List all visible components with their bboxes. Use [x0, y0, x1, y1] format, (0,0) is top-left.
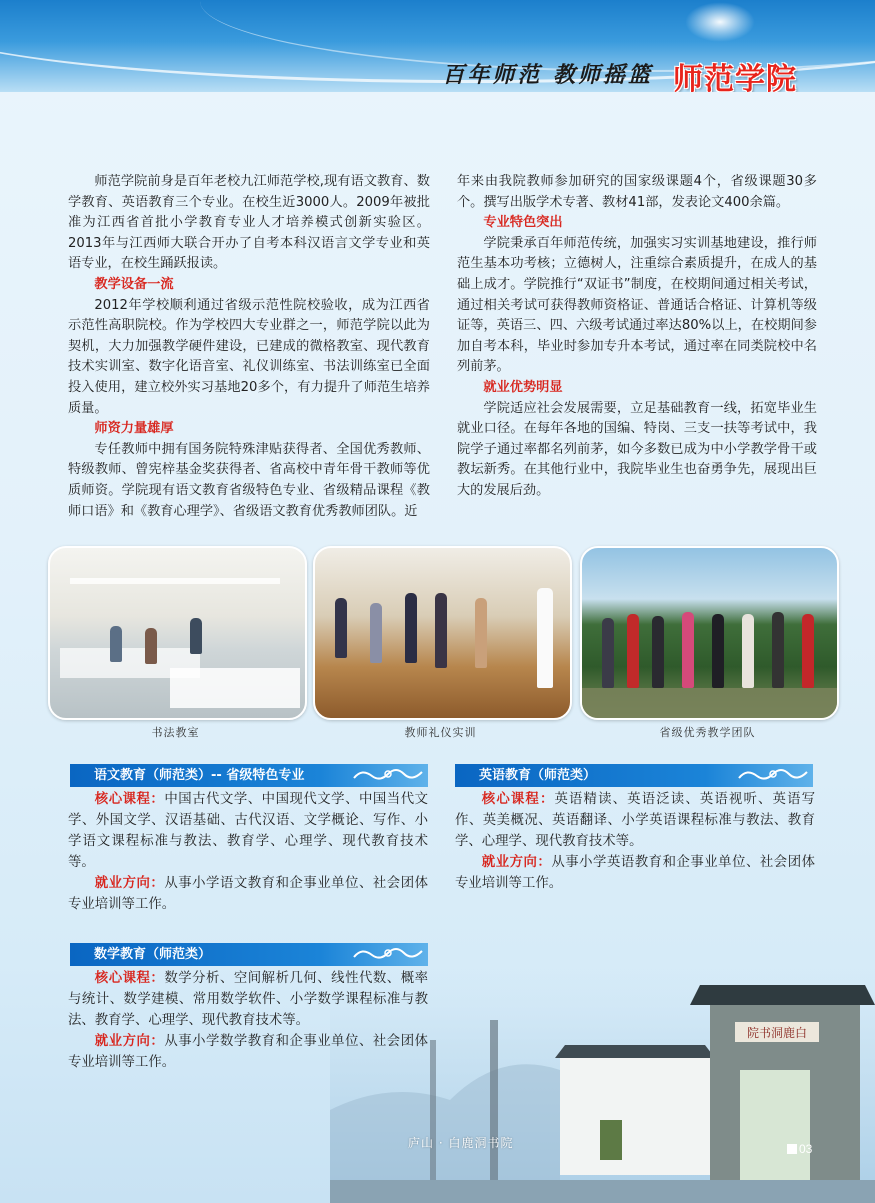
- page-number: [787, 1142, 812, 1156]
- core-courses-label: 核心课程：: [481, 792, 555, 807]
- section-title: 数学教育（师范类）: [94, 947, 212, 962]
- white-wall: [560, 1055, 710, 1175]
- light-flare: [685, 2, 755, 42]
- page-title: 师范学院: [673, 62, 797, 92]
- cloud-ornament-icon: [737, 766, 809, 784]
- team-member: [682, 612, 694, 688]
- tree-trunk: [430, 1040, 436, 1190]
- section-title: 语文教育（师范类）-- 省级特色专业: [94, 768, 305, 783]
- core-courses-text: 中国古代文学、中国现代文学、中国当代文学、外国文学、汉语基础、古代汉语、文学概论、写作、小学语文课程标准与教法、教育学、心理学、现代教育技术等。: [68, 792, 429, 870]
- subheading: 专业特色突出: [483, 215, 563, 231]
- cloud-ornament-icon: [352, 945, 424, 963]
- section-english: [455, 789, 815, 894]
- student-figure: [370, 603, 382, 663]
- student-figure: [335, 598, 347, 658]
- team-member: [802, 614, 814, 688]
- cloud-ornament-icon: [352, 766, 424, 784]
- photo-caption: 省级优秀教学团队: [659, 726, 756, 739]
- page-number-text: 03: [799, 1142, 813, 1156]
- photo-caption: 书法教室: [151, 726, 200, 739]
- section-bar-chinese: [70, 764, 428, 787]
- career-direction-label: 就业方向：: [481, 855, 552, 870]
- core-courses-text: 数学分析、空间解析几何、线性代数、概率与统计、数学建模、常用数学软件、小学数学课程标准与教法、教育学、心理学、现代教育技术等。: [68, 971, 429, 1028]
- intro-paragraph: 2012年学校顺利通过省级示范性院校验收，成为江西省示范性高职院校。作为学校四大专业群之一，师范学院以此为契机，大力加强教学硬件建设，已建成的微格教室、现代教育技术实训室、数字化语音室、礼仪训练室、书法训练室已全面投入使用，建立校外实习基地20多个，有力提升了师范生培养质量。: [68, 297, 430, 416]
- team-member: [742, 614, 754, 688]
- career-direction-text: 从事小学语文教育和企事业单位、社会团体专业培训等工作。: [68, 876, 429, 912]
- teaching-team-photo: [580, 546, 839, 720]
- header-banner: [0, 0, 875, 92]
- intro-right-column: [457, 172, 817, 502]
- core-courses: [68, 789, 428, 873]
- team-member: [772, 612, 784, 688]
- tree-trunk: [490, 1020, 498, 1190]
- career-direction-label: 就业方向：: [94, 876, 165, 891]
- section-bar-english: [455, 764, 813, 787]
- page-number-square-icon: [787, 1144, 797, 1154]
- subheading: 教学设备一流: [94, 276, 174, 292]
- section-bar-math: [70, 943, 428, 966]
- section-chinese: [68, 789, 428, 915]
- team-member: [602, 618, 614, 688]
- intro-paragraph: 学院适应社会发展需要，立足基础教育一线，拓宽毕业生就业口径。在每年各地的国编、特岗、三支一扶等考试中，我院学子通过率都名列前茅，如今多数已成为中小学教学骨干或教坛新秀。在其他行业中，我院毕业生也奋勇争先，展现出巨大的发展后劲。: [457, 400, 817, 498]
- calligraphy-classroom-photo: [48, 546, 307, 720]
- desk-row: [170, 668, 300, 708]
- subheading: 师资力量雄厚: [94, 421, 174, 437]
- career-direction-label: 就业方向：: [94, 1034, 165, 1049]
- intro-paragraph: 专任教师中拥有国务院特殊津贴获得者、全国优秀教师、特级教师、曾宪梓基金奖获得者、省高校中青年骨干教师等优质师资。学院现有语文教育省级特色专业、省级精品课程《教师口语》和《教育心理学》、省级语文教育优秀教师团队。近: [68, 441, 430, 519]
- teacher-figure: [537, 588, 553, 688]
- gate-plaque-text: 院书洞鹿白: [746, 1026, 808, 1040]
- gate-roof: [690, 985, 875, 1005]
- career-direction-text: 从事小学数学教育和企事业单位、社会团体专业培训等工作。: [68, 1034, 429, 1070]
- core-courses-label: 核心课程：: [94, 792, 165, 807]
- career-direction: [455, 852, 815, 894]
- career-direction: [68, 1031, 428, 1073]
- scene-caption: 庐山 · 白鹿洞书院: [408, 1136, 514, 1150]
- team-member: [627, 614, 639, 688]
- student-figure: [475, 598, 487, 668]
- intro-left-column: [68, 172, 430, 522]
- section-math: [68, 968, 428, 1073]
- ceiling-light: [70, 578, 280, 584]
- career-direction: [68, 873, 428, 915]
- etiquette-training-photo: [313, 546, 572, 720]
- career-direction-text: 从事小学英语教育和企事业单位、社会团体专业培训等工作。: [455, 855, 816, 891]
- student-figure: [145, 628, 157, 664]
- header-slogan: 百年师范 教师摇篮: [442, 62, 653, 88]
- core-courses: [455, 789, 815, 852]
- intro-paragraph: 学院秉承百年师范传统，加强实习实训基地建设，推行师范生基本功考核；立德树人，注重综合素质提升，在成人的基础上成才。学院推行“双证书”制度，在校期间通过相关考试，通过相关考试可获得教师资格证、普通话合格证、计算机等级证等，英语三、四、六级考试通过率达80%以上，在校期间参加自考本科，毕业时参加专升本考试，通过率在同类院校中名列前茅。: [457, 235, 817, 375]
- team-member: [652, 616, 664, 688]
- student-figure: [190, 618, 202, 654]
- photo-caption: 教师礼仪实训: [404, 726, 477, 739]
- student-figure: [435, 593, 447, 668]
- ground: [330, 1180, 875, 1203]
- core-courses-label: 核心课程：: [94, 971, 165, 986]
- shrub: [600, 1120, 622, 1160]
- section-title: 英语教育（师范类）: [479, 768, 597, 783]
- core-courses: [68, 968, 428, 1031]
- team-member: [712, 614, 724, 688]
- student-figure: [405, 593, 417, 663]
- lawn: [582, 688, 837, 718]
- gate-doorway: [740, 1070, 813, 1180]
- intro-paragraph: 年来由我院教师参加研究的国家级课题4个，省级课题30多个。撰写出版学术专著、教材41部，发表论文400余篇。: [457, 174, 817, 210]
- subheading: 就业优势明显: [483, 379, 563, 395]
- student-figure: [110, 626, 122, 662]
- wall-roof: [555, 1045, 715, 1058]
- intro-paragraph: 师范学院前身是百年老校九江师范学校,现有语文教育、数学教育、英语教育三个专业。在校生近3000人。2009年被批准为江西省首批小学教育专业人才培养模式创新实验区。2013年与江西师大联合开办了自考本科汉语言文学专业和英语专业，在校生踊跃报读。: [68, 174, 430, 272]
- core-courses-text: 英语精读、英语泛读、英语视听、英语写作、英美概况、英语翻译、小学英语课程标准与教法、教育学、心理学、现代教育技术等。: [455, 792, 816, 849]
